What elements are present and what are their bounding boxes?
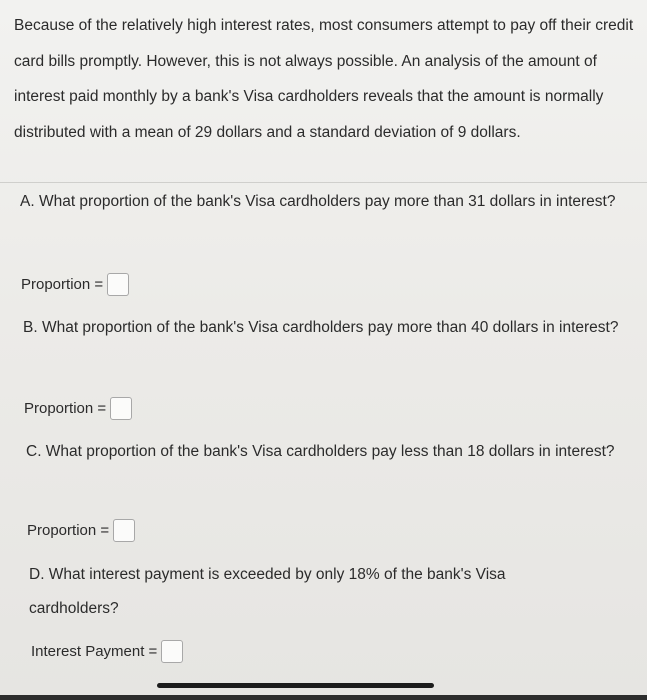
answer-c-input[interactable] [113,519,135,542]
divider [0,182,647,183]
answer-a-label: Proportion = [21,276,104,293]
answer-b-label: Proportion = [24,400,107,417]
answer-c-label: Proportion = [27,522,110,539]
question-d: D. What interest payment is exceeded by only 18% of the bank's Visa cardholders? [29,566,506,617]
bottom-edge [0,695,647,700]
answer-c [27,519,135,542]
problem-intro: Because of the relatively high interest rates, most consumers attempt to pay off their credit card bills promptly. However, this is not always possible. An analysis of the amount of interest paid monthly by a bank's Visa cardholders reveals that the amount is normally distributed with a mean of 29 dollars and a standard deviation of 9 dollars. [14,17,634,141]
answer-d-label: Interest Payment = [31,643,158,660]
question-a: A. What proportion of the bank's Visa cardholders pay more than 31 dollars in interest? [20,193,616,210]
question-c: C. What proportion of the bank's Visa cardholders pay less than 18 dollars in interest? [26,443,615,460]
home-indicator [157,683,434,688]
answer-d-input[interactable] [161,640,183,663]
answer-d [31,640,183,663]
question-b: B. What proportion of the bank's Visa cardholders pay more than 40 dollars in interest? [23,319,619,336]
answer-b [24,397,132,420]
answer-a-input[interactable] [107,273,129,296]
answer-a [21,273,129,296]
answer-b-input[interactable] [110,397,132,420]
